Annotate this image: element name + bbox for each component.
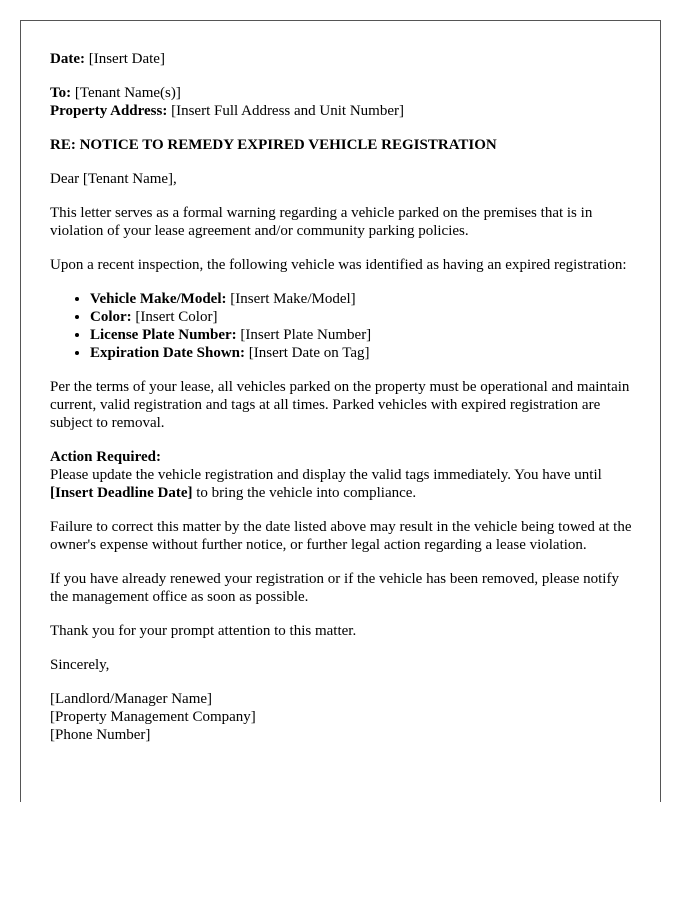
address-label: Property Address: bbox=[50, 103, 168, 119]
vehicle-make-value: [Insert Make/Model] bbox=[230, 291, 356, 307]
paragraph-thanks: Thank you for your prompt attention to this matter. bbox=[50, 623, 357, 639]
date-line bbox=[50, 50, 640, 68]
signature-name: [Landlord/Manager Name] bbox=[50, 691, 213, 707]
paragraph-already-renewed: If you have already renewed your registration or if the vehicle has been removed, please notify the management office as soon as possible. bbox=[50, 571, 619, 605]
action-required-heading: Action Required: bbox=[50, 449, 161, 465]
signature-company: [Property Management Company] bbox=[50, 709, 256, 725]
action-required-block bbox=[50, 448, 640, 502]
to-value: [Tenant Name(s)] bbox=[74, 85, 181, 101]
subject-line: RE: NOTICE TO REMEDY EXPIRED VEHICLE REGISTRATION bbox=[50, 137, 497, 153]
recipient-block bbox=[50, 84, 640, 120]
license-plate-value: [Insert Plate Number] bbox=[240, 327, 372, 343]
paragraph-consequences: Failure to correct this matter by the date listed above may result in the vehicle being towed at the owner's expense without further notice, or further legal action regarding a lease violation. bbox=[50, 519, 632, 553]
expiration-date-value: [Insert Date on Tag] bbox=[248, 345, 370, 361]
salutation: Dear [Tenant Name], bbox=[50, 171, 177, 187]
expiration-date-label: Expiration Date Shown: bbox=[90, 345, 246, 361]
deadline-date: [Insert Deadline Date] bbox=[50, 485, 193, 501]
letter-body bbox=[50, 50, 640, 760]
date-value: [Insert Date] bbox=[88, 51, 165, 67]
list-item bbox=[90, 290, 640, 308]
vehicle-details-list bbox=[50, 290, 640, 362]
signature-phone: [Phone Number] bbox=[50, 727, 151, 743]
license-plate-label: License Plate Number: bbox=[90, 327, 237, 343]
vehicle-color-label: Color: bbox=[90, 309, 132, 325]
signature-block bbox=[50, 690, 640, 744]
date-label: Date: bbox=[50, 51, 85, 67]
list-item bbox=[90, 326, 640, 344]
paragraph-lease-terms: Per the terms of your lease, all vehicles parked on the property must be operational and maintain current, valid registration and tags at all times. Parked vehicles with expired registration are subject to removal. bbox=[50, 379, 630, 431]
letter-page bbox=[20, 20, 661, 802]
list-item bbox=[90, 308, 640, 326]
paragraph-warning: This letter serves as a formal warning regarding a vehicle parked on the premises that is in violation of your lease agreement and/or community parking policies. bbox=[50, 205, 593, 239]
address-value: [Insert Full Address and Unit Number] bbox=[171, 103, 404, 119]
list-item bbox=[90, 344, 640, 362]
vehicle-make-label: Vehicle Make/Model: bbox=[90, 291, 227, 307]
to-label: To: bbox=[50, 85, 72, 101]
closing: Sincerely, bbox=[50, 657, 110, 673]
action-text-end: to bring the vehicle into compliance. bbox=[192, 485, 417, 501]
paragraph-inspection: Upon a recent inspection, the following vehicle was identified as having an expired registration: bbox=[50, 257, 627, 273]
vehicle-color-value: [Insert Color] bbox=[135, 309, 218, 325]
action-text-start: Please update the vehicle registration and display the valid tags immediately. You have until bbox=[50, 467, 602, 483]
